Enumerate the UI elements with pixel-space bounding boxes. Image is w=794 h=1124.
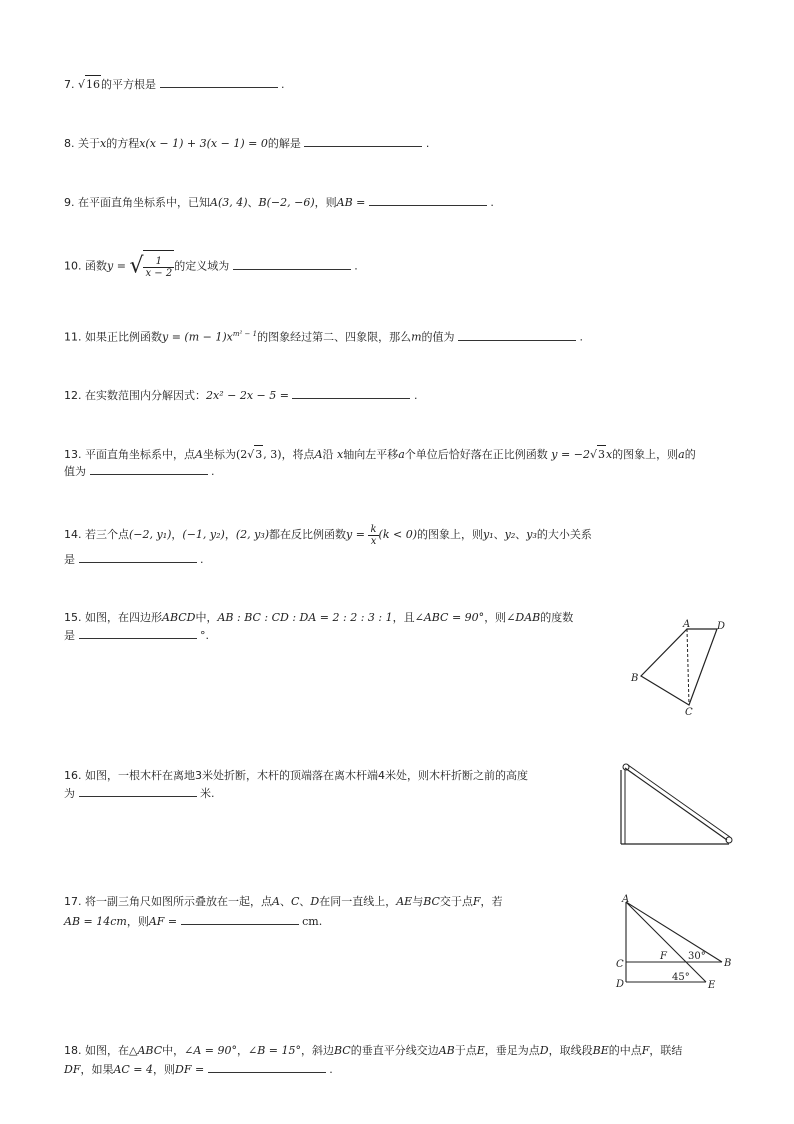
label-d: D: [616, 979, 625, 990]
question-13: 13. 平面直角坐标系中，点A坐标为(2√3, 3)，将点A沿 x轴向左平移a个单位后恰好落在正比例函数 y = −2√3x的图象上，则a的: [64, 445, 696, 463]
label-f: F: [660, 951, 667, 962]
answer-blank-18[interactable]: [208, 1060, 326, 1073]
answer-blank-16[interactable]: [79, 784, 197, 797]
radical-sign: √: [129, 253, 144, 279]
fraction-k-over-x: $\frac{k}{x}$: [370, 523, 377, 547]
figure-quadrilateral-abcd: [625, 615, 735, 720]
question-10: 10. 函数y = √ $\frac{1}{x - 2}$ 的定义域为 .: [64, 250, 358, 283]
question-9: 9. 在平面直角坐标系中，已知A(3, 4)、B(−2, −6)，则AB = .: [64, 193, 494, 211]
broken-pole-top: [625, 768, 727, 840]
answer-blank-14[interactable]: [79, 550, 197, 563]
question-14-line-2: 是 .: [64, 550, 204, 568]
fraction: $\frac{1}{x - 2}$: [145, 255, 173, 279]
angle-30: 30°: [688, 951, 706, 962]
label-a: A: [622, 894, 630, 905]
answer-blank-10[interactable]: [233, 257, 351, 270]
answer-blank-17[interactable]: [181, 912, 299, 925]
answer-blank-7[interactable]: [160, 75, 278, 88]
label-e: E: [708, 980, 716, 991]
answer-blank-13[interactable]: [90, 462, 208, 475]
question-17: 17. 将一副三角尺如图所示叠放在一起，点A、C、D在同一直线上，AE与BC交于点F，若: [64, 895, 503, 908]
figure-set-squares: [612, 892, 742, 994]
question-13-line-2: 值为 .: [64, 462, 215, 480]
angle-45: 45°: [672, 972, 690, 983]
figure-broken-pole: [615, 762, 740, 852]
question-16-line-2: 为 米.: [64, 784, 215, 802]
label-a: A: [683, 619, 691, 630]
question-14: 14. 若三个点(−2, y₁)，(−1, y₂)，(2, y₃)都在反比例函数y = $\frac{k}{x}$ (k < 0)的图象上，则y₁、y₂、y₃的大小关系: [64, 523, 592, 547]
quadrilateral: [641, 629, 717, 705]
label-c: C: [616, 959, 624, 970]
question-12: 12. 在实数范围内分解因式：2x² − 2x − 5 = .: [64, 386, 417, 404]
question-17-line-2: AB = 14cm，则AF = cm.: [64, 912, 322, 930]
line-ae: [626, 902, 706, 982]
answer-blank-12[interactable]: [292, 386, 410, 399]
answer-blank-8[interactable]: [304, 134, 422, 147]
question-18-line-2: DF，如果AC = 4，则DF = .: [64, 1060, 333, 1078]
question-15: 15. 如图，在四边形ABCD中，AB : BC : CD : DA = 2 : 2 : 3 : 1，且∠ABC = 90°，则∠DAB的度数: [64, 611, 574, 624]
line-ab: [626, 902, 722, 962]
answer-blank-9[interactable]: [369, 193, 487, 206]
equation: x(x − 1) + 3(x − 1) = 0: [139, 137, 268, 150]
label-c: C: [685, 707, 693, 718]
label-b: B: [631, 673, 639, 684]
diagonal-ac: [687, 629, 689, 705]
answer-blank-11[interactable]: [458, 328, 576, 341]
label-b: B: [724, 958, 732, 969]
question-7: 7. √16的平方根是 .: [64, 75, 285, 93]
question-8: 8. 关于x的方程x(x − 1) + 3(x − 1) = 0的解是 .: [64, 134, 429, 152]
question-11: 11. 如果正比例函数$y = (m - 1)x^{m^2 - 1}$的图象经过第二、四象限，那么m的值为 .: [64, 326, 583, 346]
label-d: D: [717, 621, 726, 632]
sqrt-16: 16: [85, 75, 101, 93]
question-18: 18. 如图，在△ABC中，∠A = 90°，∠B = 15°，斜边BC的垂直平分线交边AB于点E，垂足为点D，取线段BE的中点F，联结: [64, 1044, 683, 1057]
question-16: 16. 如图，一根木杆在离地3米处折断，木杆的顶端落在离木杆端4米处，则木杆折断之前的高度: [64, 769, 528, 782]
answer-blank-15[interactable]: [79, 626, 197, 639]
question-15-line-2: 是 °.: [64, 626, 209, 644]
